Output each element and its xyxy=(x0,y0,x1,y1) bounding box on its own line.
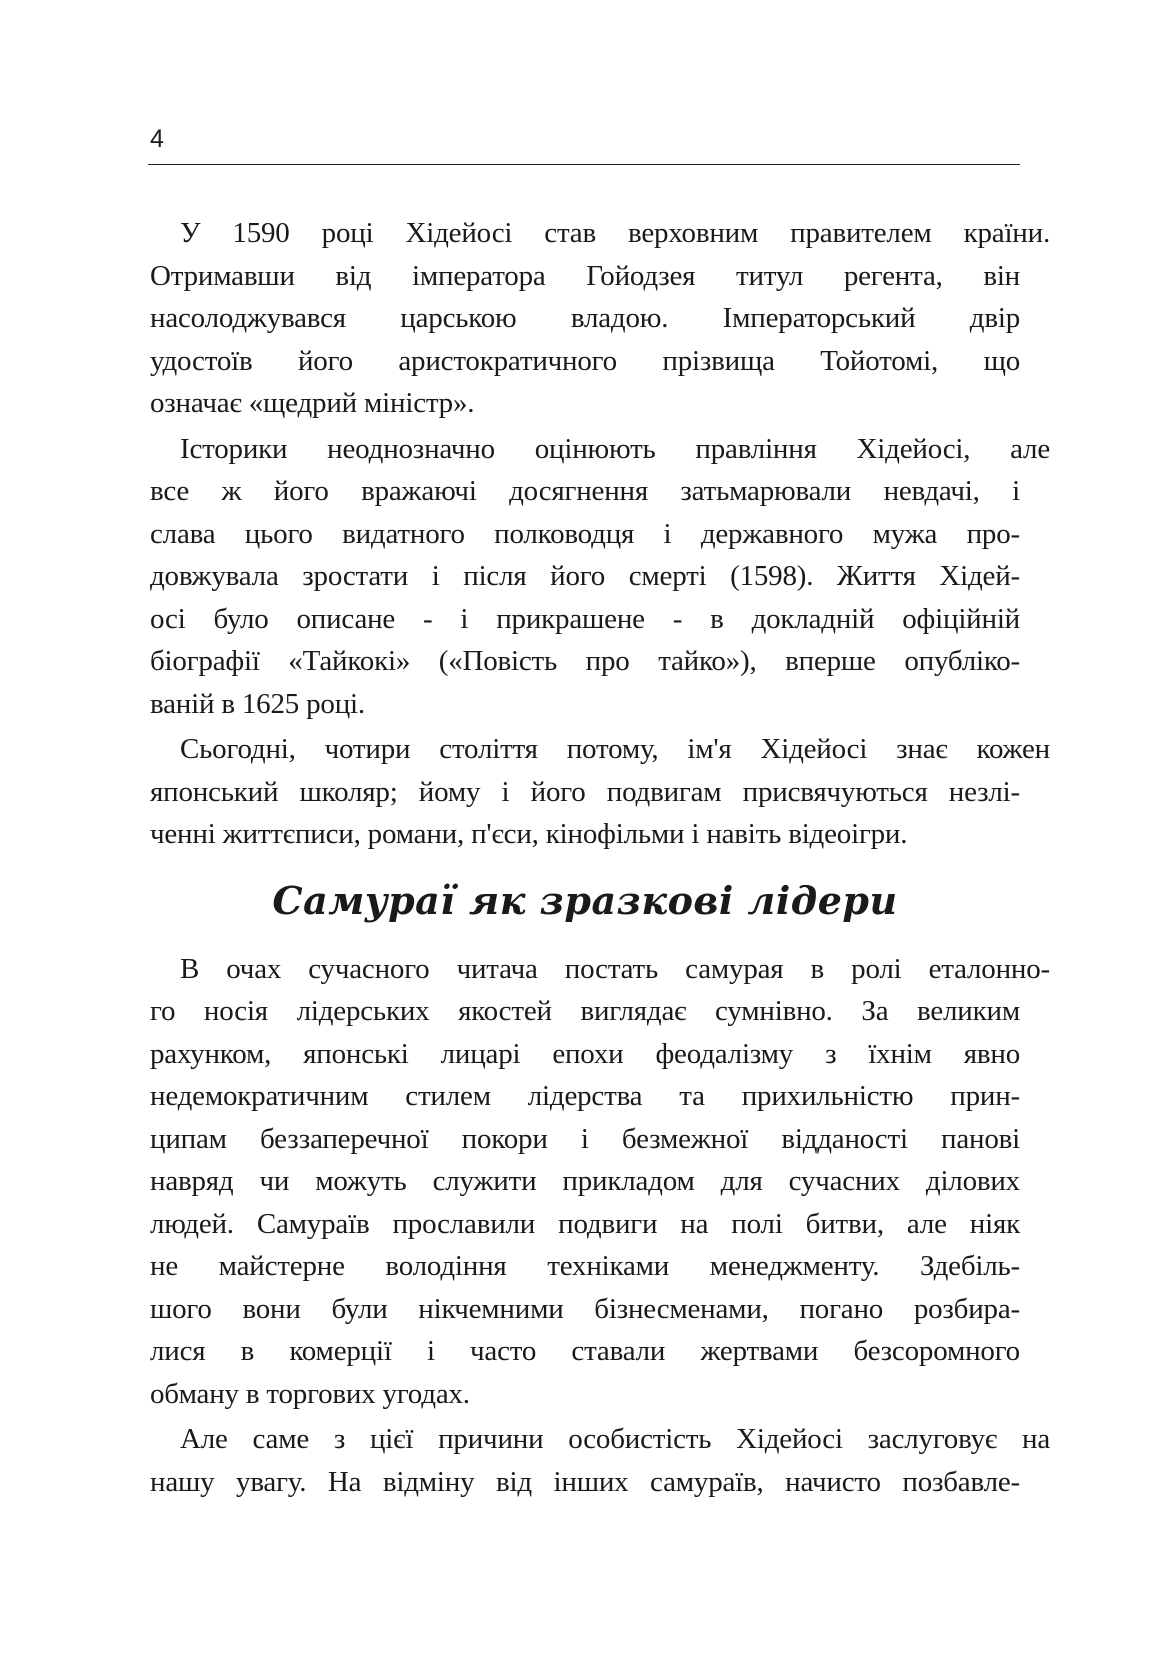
text-line: біографії «Тайкокі» («Повість про тайко»), вперше опубліко- xyxy=(150,645,1020,677)
text-line: го носія лідерських якостей виглядає сумнівно. За великим xyxy=(150,995,1020,1027)
text-line: ваній в 1625 році. xyxy=(150,687,365,720)
text-line: Історики неоднозначно оцінюють правління Хідейосі, але xyxy=(180,432,1050,465)
paragraph xyxy=(150,428,1050,726)
text-line: все ж його вражаючі досягнення затьмарювали невдачі, і xyxy=(150,475,1020,507)
text-line: шого вони були нікчемними бізнесменами, погано розбира- xyxy=(150,1292,1020,1325)
text-line: навряд чи можуть служити прикладом для сучасних ділових xyxy=(150,1165,1020,1197)
text-line: Сьогодні, чотири століття потому, ім'я Хідейосі знає кожен xyxy=(180,733,1050,765)
text-line: В очах сучасного читача постать самурая в ролі еталонно- xyxy=(180,952,1050,985)
text-line: удостоїв його аристократичного прізвища Тойотомі, що xyxy=(150,344,1020,377)
text-line: обману в торгових угодах. xyxy=(150,1377,470,1410)
paragraph xyxy=(150,948,1050,1416)
paragraph xyxy=(150,212,1050,425)
text-line: нашу увагу. На відміну від інших самураїв, начисто позбавле- xyxy=(150,1465,1020,1498)
text-line: ченні життєписи, романи, п'єси, кінофільми і навіть відеоігри. xyxy=(150,818,908,850)
text-line: людей. Самураїв прославили подвиги на полі битви, але ніяк xyxy=(150,1207,1020,1240)
text-line: ципам беззаперечної покори і безмежної відданості панові xyxy=(150,1122,1020,1155)
header-divider xyxy=(148,164,1020,165)
text-line: Отримавши від імператора Гойодзея титул регента, він xyxy=(150,259,1020,292)
paragraph xyxy=(150,728,1050,856)
section-heading: Самураї як зразкові лідери xyxy=(272,877,898,923)
text-line: У 1590 році Хідейосі став верховним правителем країни. xyxy=(180,217,1050,249)
text-line: лися в комерції і часто ставали жертвами безсоромного xyxy=(150,1335,1020,1367)
text-line: слава цього видатного полководця і державного мужа про- xyxy=(150,517,1020,550)
text-line: означає «щедрий міністр». xyxy=(150,387,475,419)
paragraph xyxy=(150,1418,1050,1503)
text-line: недемократичним стилем лідерства та прихильністю прин- xyxy=(150,1080,1020,1112)
text-line: Але саме з цієї причини особистість Хідейосі заслуговує на xyxy=(180,1423,1050,1455)
page-number: 4 xyxy=(150,125,164,153)
text-line: довжувала зростати і після його смерті (1598). Життя Хідей- xyxy=(150,560,1020,592)
text-line: осі було описане - і прикрашене - в докладній офіційній xyxy=(150,602,1020,635)
text-line: рахунком, японські лицарі епохи феодалізму з їхнім явно xyxy=(150,1037,1020,1070)
text-line: не майстерне володіння техніками менеджменту. Здебіль- xyxy=(150,1250,1020,1282)
page-body xyxy=(150,212,1050,1506)
text-line: японський школяр; йому і його подвигам присвячуються незлі- xyxy=(150,775,1020,808)
text-line: насолоджувався царською владою. Імператорський двір xyxy=(150,302,1020,334)
